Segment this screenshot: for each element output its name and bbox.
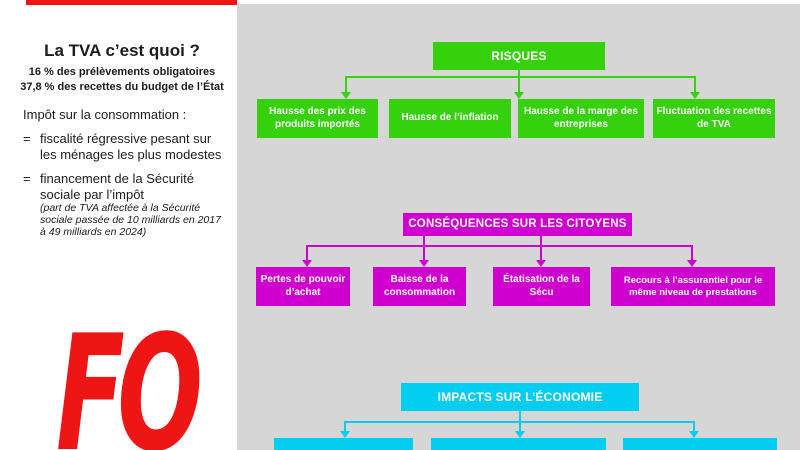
- arrow-down-icon: [689, 431, 699, 438]
- slide-title: La TVA c’est quoi ?: [44, 41, 200, 60]
- impacts-child-box-3: [623, 438, 777, 450]
- consequences-connector-stem: [540, 236, 542, 261]
- arrow-down-icon: [419, 260, 429, 267]
- risques-child-box-3: Hausse de la marge des entreprises: [518, 99, 644, 138]
- arrow-down-icon: [690, 92, 700, 99]
- footnote-line: (part de TVA affectée à la Sécurité: [40, 202, 201, 214]
- consequences-child-box-3: Étatisation de la Sécu: [493, 267, 590, 306]
- consequences-child-box-1: Pertes de pouvoir d’achat: [256, 267, 350, 306]
- risques-header-box: RISQUES: [433, 42, 605, 70]
- consequences-child-box-2: Baisse de la consommation: [373, 267, 466, 306]
- consequences-child-box-4: Recours à l’assurantiel pour le même niveau de prestations: [611, 267, 775, 306]
- impacts-child-box-1: [274, 438, 413, 450]
- bullet-marker: =: [23, 131, 31, 146]
- consequences-connector-stem: [423, 236, 425, 261]
- bullet-row-2: [23, 171, 194, 203]
- bullet-text: [40, 131, 221, 163]
- consequences-connector-stem: [306, 245, 308, 261]
- arrow-down-icon: [340, 431, 350, 438]
- arrow-down-icon: [536, 260, 546, 267]
- footnote: [40, 202, 235, 238]
- consequences-connector-stem: [691, 245, 693, 261]
- risques-child-box-4: Fluctuation des recettes de TVA: [653, 99, 775, 138]
- impacts-connector-stem: [519, 411, 521, 432]
- bullet-line: financement de la Sécurité: [40, 171, 194, 186]
- footnote-line: à 49 milliards en 2024): [40, 226, 147, 238]
- impacts-child-box-2: [431, 438, 606, 450]
- bullet-line: sociale par l’impôt: [40, 187, 145, 202]
- bullet-line: fiscalité régressive pesant sur: [40, 131, 212, 146]
- consequences-connector-rail: [306, 245, 693, 247]
- bullet-row-1: [23, 131, 221, 163]
- stats-block: [8, 65, 236, 95]
- consequences-header-box: CONSÉQUENCES SUR LES CITOYENS: [403, 213, 632, 236]
- arrow-down-icon: [687, 260, 697, 267]
- risques-child-box-2: Hausse de l’inflation: [389, 99, 511, 138]
- bullet-line: les ménages les plus modestes: [40, 147, 222, 162]
- risques-connector-rail: [345, 76, 696, 78]
- arrow-down-icon: [302, 260, 312, 267]
- top-red-bar: [26, 0, 237, 5]
- arrow-down-icon: [515, 431, 525, 438]
- fo-logo: FO: [56, 300, 196, 450]
- bullet-marker: =: [23, 171, 31, 186]
- stat-line-1: 16 % des prélèvements obligatoires: [28, 66, 216, 78]
- intro-text: Impôt sur la consommation :: [23, 107, 187, 122]
- risques-connector-stem: [694, 76, 696, 93]
- footnote-line: sociale passée de 10 milliards en 2017: [40, 214, 221, 226]
- risques-connector-stem: [345, 76, 347, 93]
- risques-connector-stem: [518, 70, 520, 93]
- impacts-header-box: IMPACTS SUR L’ÉCONOMIE: [401, 383, 639, 411]
- bullet-text: [40, 171, 194, 203]
- stat-line-2: 37,8 % des recettes du budget de l’État: [20, 81, 224, 93]
- arrow-down-icon: [514, 92, 524, 99]
- risques-child-box-1: Hausse des prix des produits importés: [257, 99, 378, 138]
- arrow-down-icon: [341, 92, 351, 99]
